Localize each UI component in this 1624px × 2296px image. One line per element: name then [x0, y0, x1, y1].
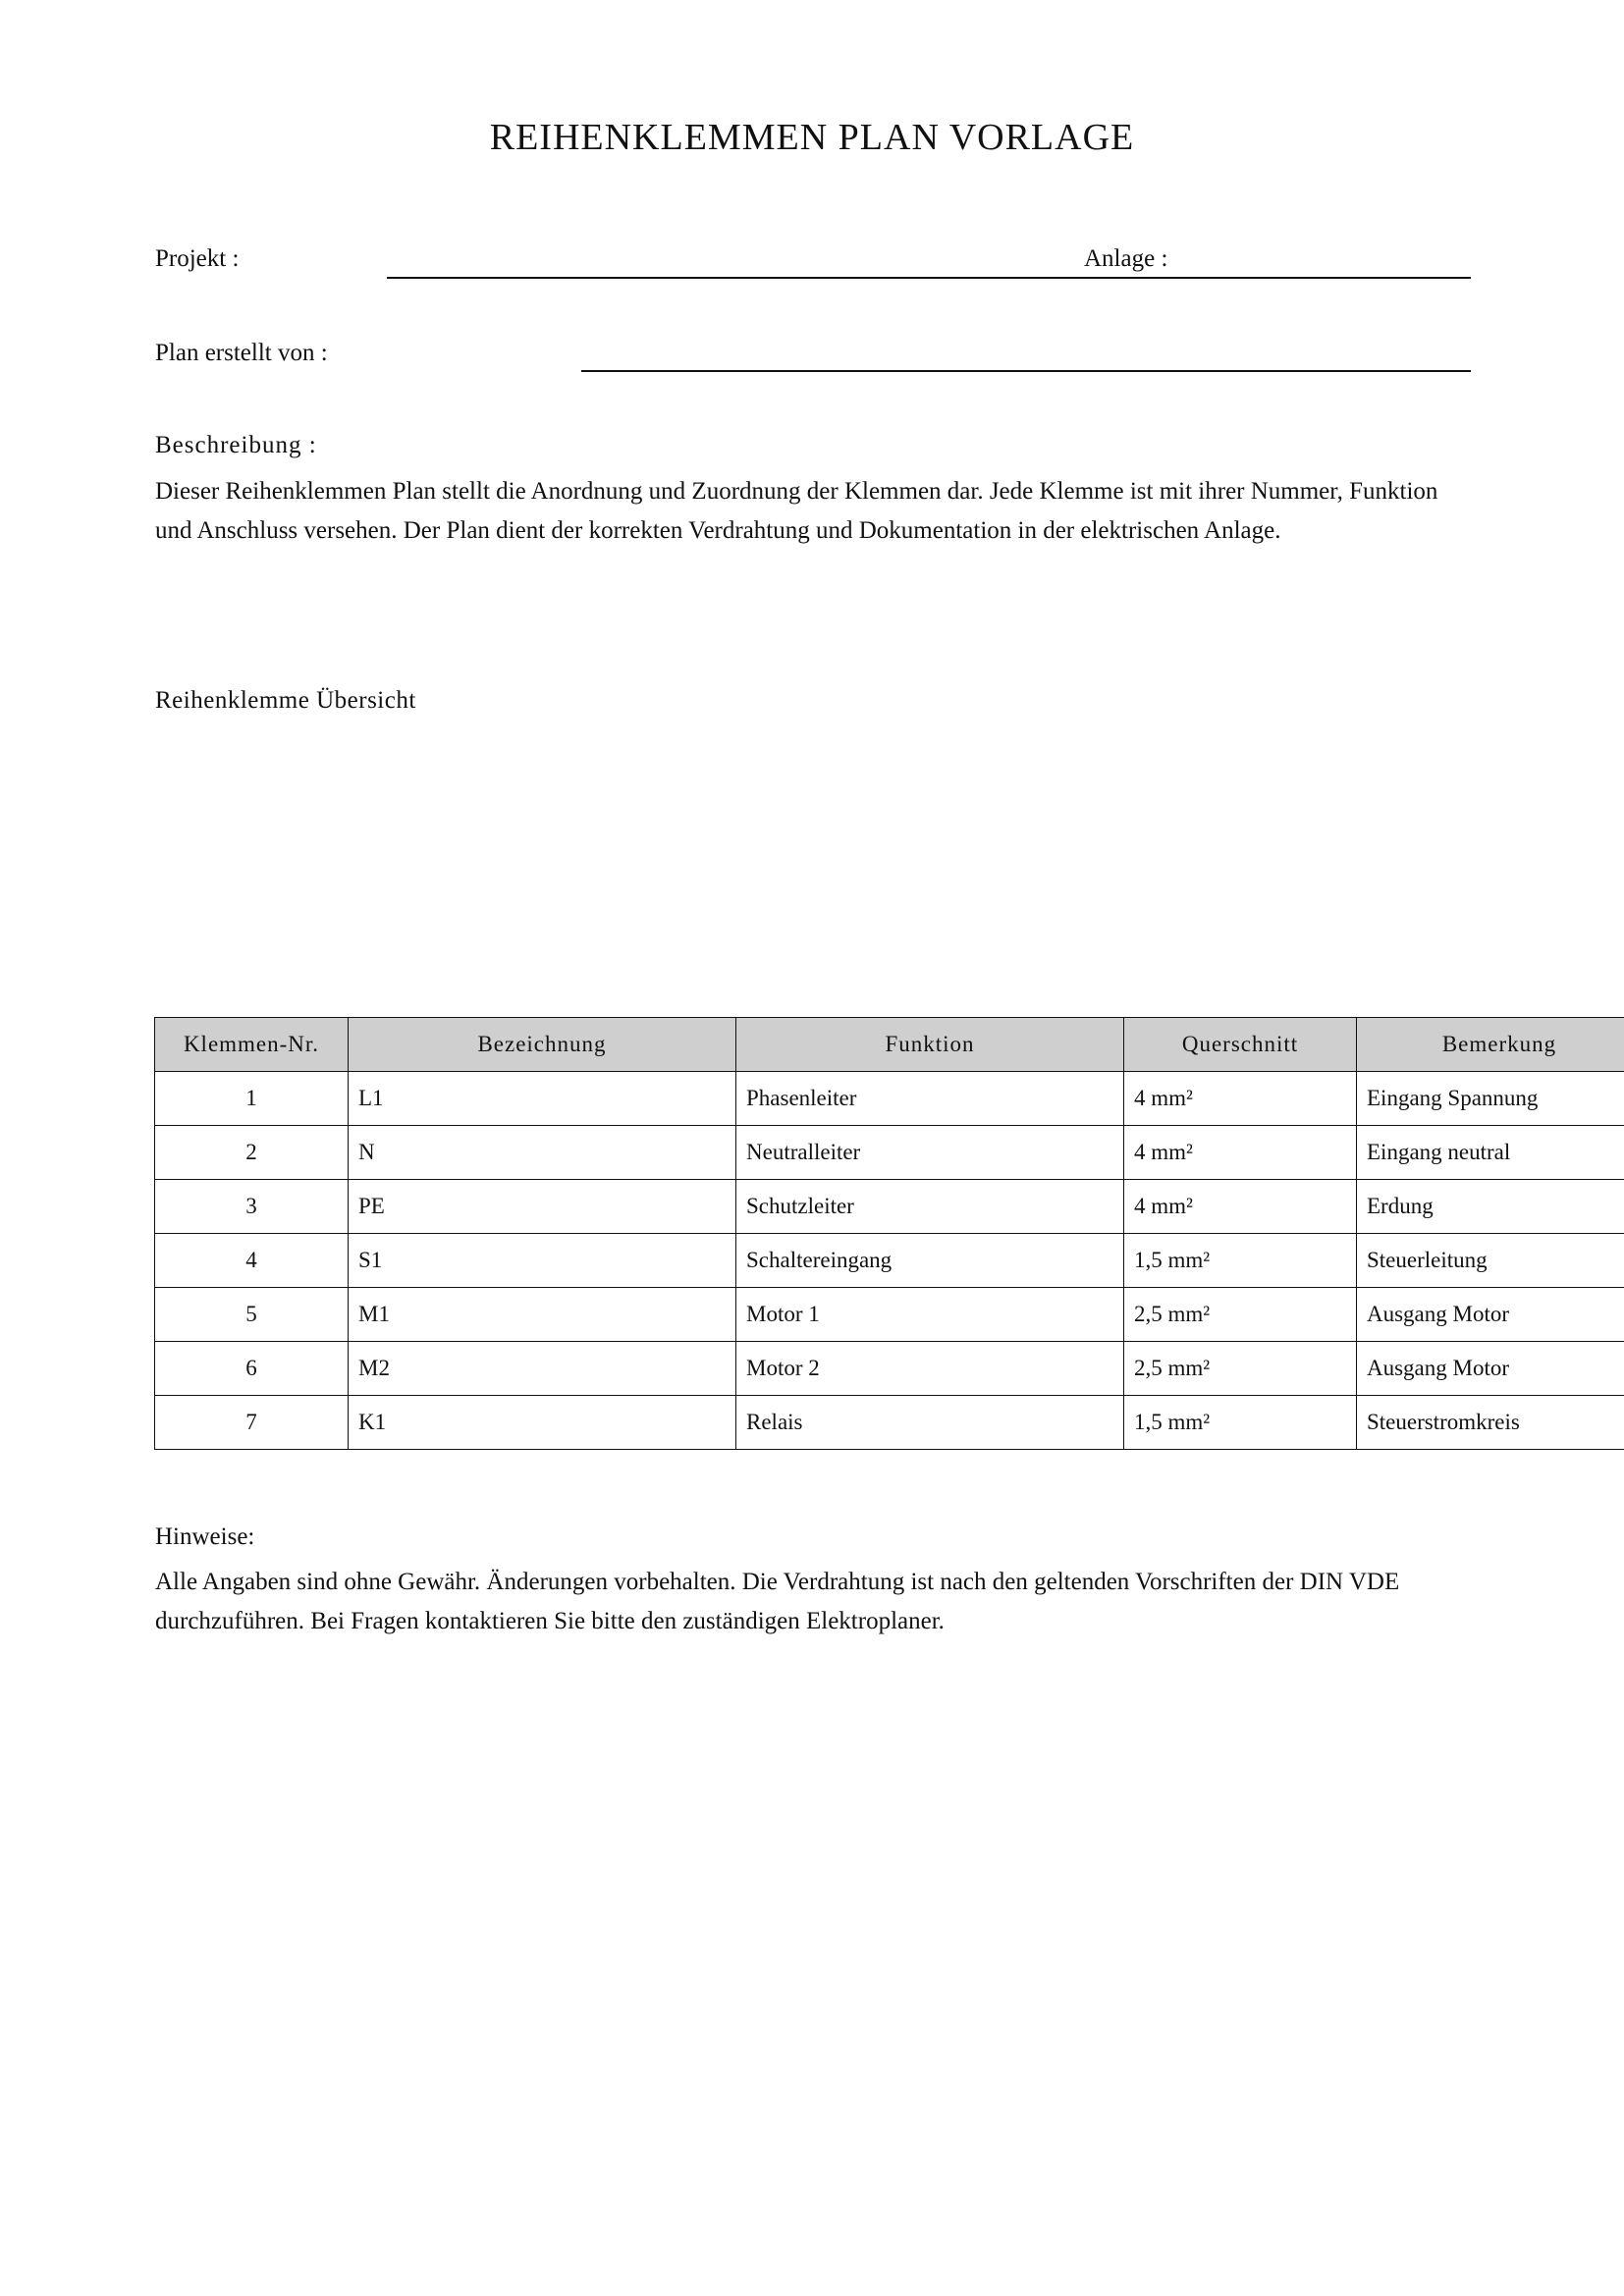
table-row — [155, 1072, 1624, 1126]
cell-bezeichnung: L1 — [349, 1072, 736, 1126]
cell-bemerkung: Ausgang Motor — [1357, 1342, 1624, 1396]
header-querschnitt: Querschnitt — [1124, 1018, 1357, 1072]
cell-klemmen-nr: 6 — [155, 1342, 349, 1396]
cell-bezeichnung: PE — [349, 1180, 736, 1234]
projekt-label: Projekt : — [155, 245, 240, 272]
cell-klemmen-nr: 7 — [155, 1396, 349, 1450]
document-title: REIHENKLEMMEN PLAN VORLAGE — [489, 117, 1135, 158]
cell-funktion: Schutzleiter — [736, 1180, 1124, 1234]
header-bemerkung: Bemerkung — [1357, 1018, 1624, 1072]
cell-querschnitt: 2,5 mm² — [1124, 1288, 1357, 1342]
cell-funktion: Neutralleiter — [736, 1126, 1124, 1180]
hinweise-text: Alle Angaben sind ohne Gewähr. Änderungen vorbehalten. Die Verdrahtung ist nach den geltenden Vorschriften der DIN VDE durchzuführen. Bei Fragen kontaktieren Sie bitte den zuständigen Elektroplaner. — [155, 1569, 1400, 1634]
cell-querschnitt: 4 mm² — [1124, 1072, 1357, 1126]
cell-klemmen-nr: 2 — [155, 1126, 349, 1180]
cell-bezeichnung: K1 — [349, 1396, 736, 1450]
header-funktion: Funktion — [736, 1018, 1124, 1072]
cell-querschnitt: 4 mm² — [1124, 1180, 1357, 1234]
cell-bezeichnung: N — [349, 1126, 736, 1180]
cell-querschnitt: 4 mm² — [1124, 1126, 1357, 1180]
uebersicht-label: Reihenklemme Übersicht — [155, 687, 416, 714]
table-header-row — [155, 1018, 1624, 1072]
cell-bemerkung: Eingang Spannung — [1357, 1072, 1624, 1126]
cell-klemmen-nr: 3 — [155, 1180, 349, 1234]
cell-funktion: Motor 2 — [736, 1342, 1124, 1396]
cell-bezeichnung: S1 — [349, 1234, 736, 1288]
cell-bemerkung: Ausgang Motor — [1357, 1288, 1624, 1342]
erstellt-label: Plan erstellt von : — [155, 340, 328, 366]
cell-bemerkung: Erdung — [1357, 1180, 1624, 1234]
table-row — [155, 1396, 1624, 1450]
beschreibung-text: Dieser Reihenklemmen Plan stellt die Anordnung und Zuordnung der Klemmen dar. Jede Klemme ist mit ihrer Nummer, Funktion und Anschluss versehen. Der Plan dient der korrekten Verdrahtung und Dokumentation in der elektrischen Anlage. — [155, 478, 1438, 544]
cell-funktion: Relais — [736, 1396, 1124, 1450]
projekt-anlage-line — [387, 277, 1471, 279]
cell-funktion: Schaltereingang — [736, 1234, 1124, 1288]
anlage-label: Anlage : — [1084, 245, 1168, 272]
cell-funktion: Phasenleiter — [736, 1072, 1124, 1126]
cell-klemmen-nr: 5 — [155, 1288, 349, 1342]
cell-klemmen-nr: 4 — [155, 1234, 349, 1288]
beschreibung-label: Beschreibung : — [155, 432, 317, 458]
table-row — [155, 1342, 1624, 1396]
table-row — [155, 1288, 1624, 1342]
table-row — [155, 1180, 1624, 1234]
cell-bemerkung: Steuerstromkreis — [1357, 1396, 1624, 1450]
table-row — [155, 1126, 1624, 1180]
erstellt-line — [581, 370, 1471, 372]
header-klemmen-nr: Klemmen-Nr. — [155, 1018, 349, 1072]
header-bezeichnung: Bezeichnung — [349, 1018, 736, 1072]
table-row — [155, 1234, 1624, 1288]
cell-querschnitt: 1,5 mm² — [1124, 1234, 1357, 1288]
cell-bemerkung: Eingang neutral — [1357, 1126, 1624, 1180]
cell-querschnitt: 1,5 mm² — [1124, 1396, 1357, 1450]
cell-klemmen-nr: 1 — [155, 1072, 349, 1126]
hinweise-label: Hinweise: — [155, 1523, 255, 1550]
cell-bezeichnung: M1 — [349, 1288, 736, 1342]
cell-funktion: Motor 1 — [736, 1288, 1124, 1342]
cell-querschnitt: 2,5 mm² — [1124, 1342, 1357, 1396]
terminal-table — [154, 1017, 1624, 1450]
cell-bemerkung: Steuerleitung — [1357, 1234, 1624, 1288]
cell-bezeichnung: M2 — [349, 1342, 736, 1396]
